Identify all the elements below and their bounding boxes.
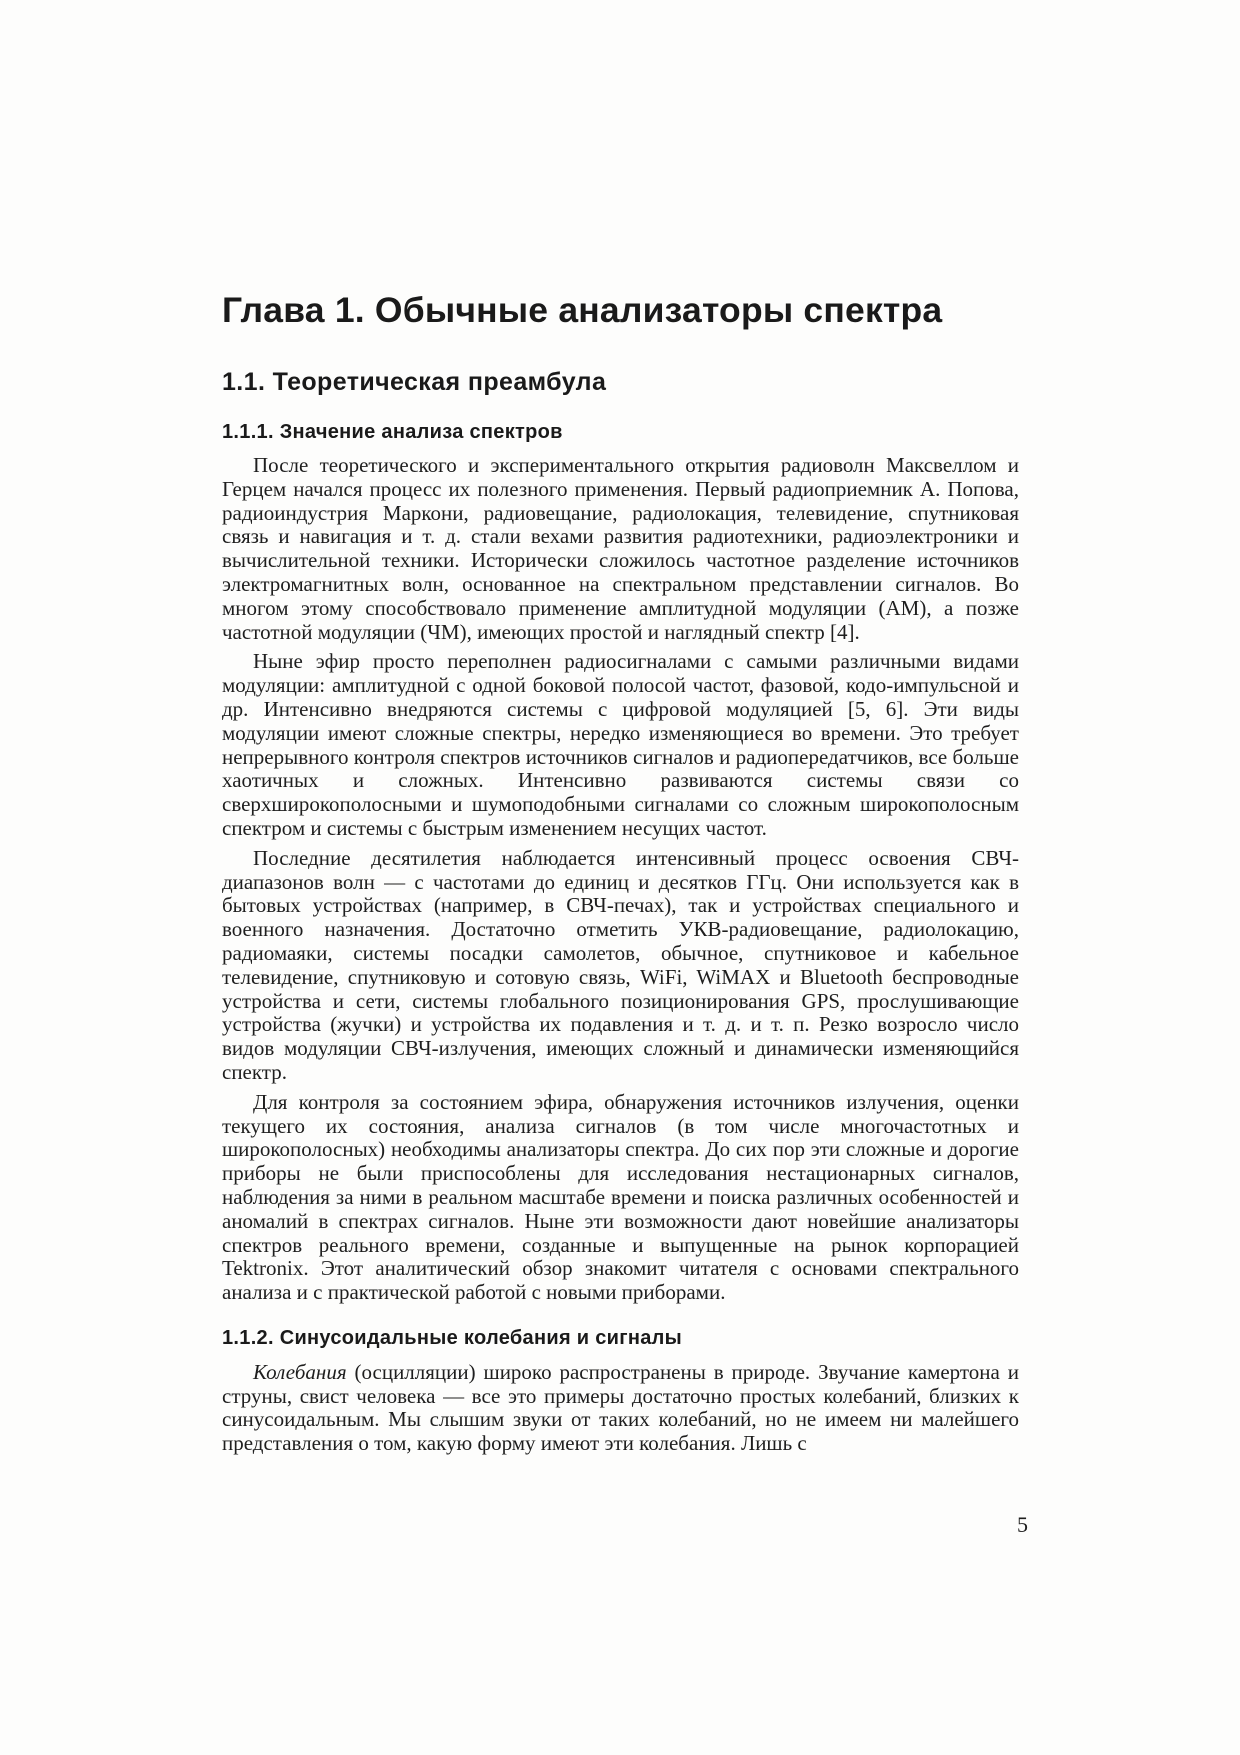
paragraph-5-text: (осцилляции) широко распространены в природе. Звучание камертона и струны, свист человека — все это примеры достаточно простых колебаний, близких к синусоидальным. Мы слышим звуки от таких колебаний, но не имеем ни малейшего представления о том, какую форму имеют эти колебания. Лишь с [222, 1359, 1019, 1456]
page-body [222, 290, 1019, 1462]
section-title: 1.1. Теоретическая преамбула [222, 368, 607, 396]
paragraph-4: Для контроля за состоянием эфира, обнаружения источников излучения, оценки текущего их состояния, анализа сигналов (в том числе многочастотных и широкополосных) необходимы анализаторы спектра. До сих пор эти сложные и дорогие приборы не были приспособлены для исследования нестационарных сигналов, наблюдения за ними в реальном масштабе времени и поиска различных особенностей и аномалий в спектрах сигналов. Ныне эти возможности дают новейшие анализаторы спектров реального времени, созданные и выпущенные на рынок корпорацией Tektronix. Этот аналитический обзор знакомит читателя с основами спектрального анализа и с практической работой с новыми приборами. [222, 1089, 1019, 1305]
subsection-title-2: 1.1.2. Синусоидальные колебания и сигналы [222, 1326, 683, 1349]
subsection-title-1: 1.1.1. Значение анализа спектров [222, 421, 563, 443]
paragraph-1: После теоретического и экспериментального открытия радиоволн Максвеллом и Герцем начался процесс их полезного применения. Первый радиоприемник А. Попова, радиоиндустрия Маркони, радиовещание, радиолокация, телевидение, спутниковая связь и навигация и т. д. стали вехами развития радиотехники, радиоэлектроники и вычислительной техники. Исторически сложилось частотное разделение источников электромагнитных волн, основанное на спектральном представлении сигналов. Во многом этому способствовало применение амплитудной модуляции (АМ), а позже частотной модуляции (ЧМ), имеющих простой и наглядный спектр [4]. [222, 453, 1019, 644]
chapter-title: Глава 1. Обычные анализаторы спектра [222, 290, 943, 330]
term-oscillations: Колебания [253, 1359, 347, 1384]
paragraph-3: Последние десятилетия наблюдается интенсивный процесс освоения СВЧ-диапазонов волн — с частотами до единиц и десятков ГГц. Они используется как в бытовых устройствах (например, в СВЧ-печах), так и устройствах специального и военного назначения. Достаточно отметить УКВ-радиовещание, радиолокацию, радиомаяки, системы посадки самолетов, обычное, спутниковое и кабельное телевидение, спутниковую и сотовую связь, WiFi, WiMAX и Bluetooth беспроводные устройства и сети, системы глобального позиционирования GPS, прослушивающие устройства (жучки) и устройства их подавления и т. д. и т. п. Резко возросло число видов модуляции СВЧ-излучения, имеющих сложный и динамически изменяющийся спектр. [222, 845, 1019, 1084]
paragraph-5 [222, 1361, 1019, 1456]
page-number: 5 [1017, 1512, 1028, 1537]
paragraph-2: Ныне эфир просто переполнен радиосигналами с самыми различными видами модуляции: амплитудной с одной боковой полосой частот, фазовой, кодо-импульсной и др. Интенсивно внедряются системы с цифровой модуляцией [5, 6]. Эти виды модуляции имеют сложные спектры, нередко изменяющиеся во времени. Это требует непрерывного контроля спектров источников сигналов и радиопередатчиков, все больше хаотичных и сложных. Интенсивно развиваются системы связи со сверхширокополосными и шумоподобными сигналами со сложным широкополосным спектром и системы с быстрым изменением несущих частот. [222, 649, 1019, 840]
